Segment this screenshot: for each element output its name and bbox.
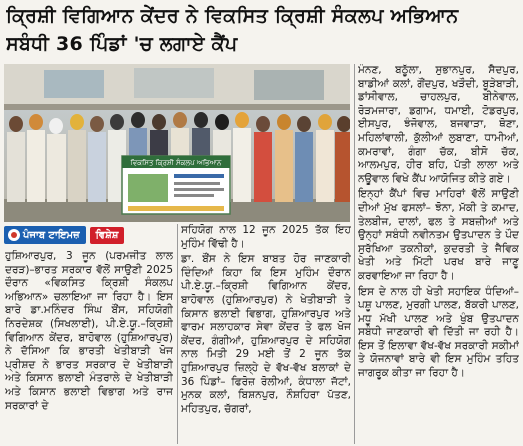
article-column-1 <box>5 250 173 444</box>
paragraph: ਹੁਸ਼ਿਆਰਪੁਰ, 3 ਜੂਨ (ਪਰਮਜੀਤ ਲਾਲ ਦਰੜ)–ਭਾਰਤ ਸਰਕਾਰ ਵੱਲੋਂ ਸਾਉਣੀ 2025 ਦੌਰਾਨ «ਵਿਕਸਿਤ ਕ੍ਰਿਸ਼ੀ ਸੰਕਲਪ ਅਭਿਆਨ» ਚਲਾਇਆ ਜਾ ਰਿਹਾ ਹੈ। ਇਸ ਬਾਰੇ ਡਾ.ਮਨਿੰਦਰ ਸਿੰਘ ਬੌਂਸ, ਸਹਿਯੋਗੀ ਨਿਰਦੇਸ਼ਕ (ਸਿਖਲਾਈ), ਪੀ.ਏ.ਯੂ.–ਕ੍ਰਿਸ਼ੀ ਵਿਗਿਆਨ ਕੇਂਦਰ, ਬਾਹੋਵਾਲ (ਹੁਸ਼ਿਆਰਪੁਰ) ਨੇ ਦੱਸਿਆ ਕਿ ਭਾਰਤੀ ਖੇਤੀਬਾੜੀ ਖੋਜ ਪ੍ਰੀਸ਼ਦ ਨੇ ਭਾਰਤ ਸਰਕਾਰ ਦੇ ਖੇਤੀਬਾੜੀ ਅਤੇ ਕਿਸਾਨ ਭਲਾਈ ਮੰਤਰਾਲੇ ਦੇ ਖੇਤੀਬਾੜੀ ਅਤੇ ਕਿਸਾਨ ਭਲਾਈ ਵਿਭਾਗ ਅਤੇ ਰਾਜ ਸਰਕਾਰਾਂ ਦੇ <box>5 250 173 412</box>
publication-brand <box>4 226 86 244</box>
event-photo-illustration <box>4 64 350 222</box>
article-column-2 <box>181 224 351 444</box>
column-divider <box>354 64 355 444</box>
headline-line-2: ਸਬੰਧੀ 36 ਪਿੰਡਾਂ 'ਚ ਲਗਾਏ ਕੈਂਪ <box>6 33 238 55</box>
column-divider <box>177 224 178 444</box>
paragraph: ਇਨ੍ਹਾਂ ਕੈਂਪਾਂ ਵਿਚ ਮਾਹਿਰਾਂ ਵੱਲੋਂ ਸਾਉਣੀ ਦੀਆਂ ਮੁੱਖ ਫਸਲਾਂ– ਝੋਨਾ, ਮੱਕੀ ਤੇ ਕਮਾਦ, ਤੇਲਬੀਜ, ਦਾਲਾਂ, ਫਲ ਤੇ ਸਬਜ਼ੀਆਂ ਅਤੇ ਉਨ੍ਹਾਂ ਸਬੰਧੀ ਨਵੀਨਤਮ ਉਤਪਾਦਨ ਤੇ ਪੌਦ ਸੁਰੱਖਿਆ ਤਕਨੀਕਾਂ, ਕੁਦਰਤੀ ਤੇ ਜੈਵਿਕ ਖੇਤੀ ਅਤੇ ਮਿੱਟੀ ਪਰਖ ਬਾਰੇ ਜਾਣੂ ਕਰਵਾਇਆ ਜਾ ਰਿਹਾ ਹੈ। <box>358 188 519 282</box>
headline <box>6 2 517 60</box>
brand-name: ਪੰਜਾਬ ਟਾਇਮਜ਼ <box>23 229 80 241</box>
brand-logo-icon <box>8 229 20 241</box>
event-photo <box>4 64 350 222</box>
banner-title: ਵਿਕਸਿਤ ਕ੍ਰਿਸ਼ੀ ਸੰਕਲਪ ਅਭਿਆਨ <box>130 159 222 167</box>
paragraph: ਇਸ ਦੇ ਨਾਲ ਹੀ ਖੇਤੀ ਸਹਾਇਕ ਧੰਦਿਆਂ– ਪਸ਼ੂ ਪਾਲਣ, ਮੁਰਗੀ ਪਾਲਣ, ਬੱਕਰੀ ਪਾਲਣ, ਮਧੂ ਮੱਖੀ ਪਾਲਣ ਅਤੇ ਖੁੰਬ ਉਤਪਾਦਨ ਸਬੰਧੀ ਜਾਣਕਾਰੀ ਵੀ ਦਿੱਤੀ ਜਾ ਰਹੀ ਹੈ। ਇਸ ਤੋਂ ਇਲਾਵਾ ਵੱਖ-ਵੱਖ ਸਰਕਾਰੀ ਸਕੀਮਾਂ ਤੇ ਯੋਜਨਾਵਾਂ ਬਾਰੇ ਵੀ ਇਸ ਮੁਹਿੰਮ ਤਹਿਤ ਜਾਗਰੂਕ ਕੀਤਾ ਜਾ ਰਿਹਾ ਹੈ। <box>358 285 519 380</box>
special-tag: ਵਿਸ਼ੇਸ਼ <box>90 227 125 244</box>
article-column-3 <box>358 64 519 444</box>
paragraph: ਡਾ. ਬੌਂਸ ਨੇ ਇਸ ਬਾਬਤ ਹੋਰ ਜਾਣਕਾਰੀ ਦਿੰਦਿਆਂ ਕਿਹਾ ਕਿ ਇਸ ਮੁਹਿੰਮ ਦੌਰਾਨ ਪੀ.ਏ.ਯੂ.–ਕ੍ਰਿਸ਼ੀ ਵਿਗਿਆਨ ਕੇਂਦਰ, ਬਾਹੋਵਾਲ (ਹੁਸ਼ਿਆਰਪੁਰ) ਨੇ ਖੇਤੀਬਾੜੀ ਤੇ ਕਿਸਾਨ ਭਲਾਈ ਵਿਭਾਗ, ਹੁਸ਼ਿਆਰਪੁਰ ਅਤੇ ਫਾਰਮ ਸਲਾਹਕਾਰ ਸੇਵਾ ਕੇਂਦਰ ਤੇ ਫਲ ਖੋਜ ਕੇਂਦਰ, ਗੰਗੀਆਂ, ਹੁਸ਼ਿਆਰਪੁਰ ਦੇ ਸਹਿਯੋਗ ਨਾਲ ਮਿਤੀ 29 ਮਈ ਤੋਂ 2 ਜੂਨ ਤੱਕ ਹੁਸ਼ਿਆਰਪੁਰ ਜ਼ਿਲ੍ਹੇ ਦੇ ਵੱਖ-ਵੱਖ ਬਲਾਕਾਂ ਦੇ 36 ਪਿੰਡਾਂ– ਫਿਰੋਜ਼ ਰੋਲੀਆਂ, ਕੰਧਾਲਾ ਜੱਟਾਂ, ਮੁਨਕ ਕਲਾਂ, ਬਿਸ਼ਨਪੁਰ, ਨੌਸ਼ਹਿਰਾ ਪੱਤਣ, ਮਹਿਤਪੁਰ, ਚੱਗਰਾਂ, <box>181 253 351 415</box>
headline-line-1: ਕ੍ਰਿਸ਼ੀ ਵਿਗਿਆਨ ਕੇਂਦਰ ਨੇ ਵਿਕਸਿਤ ਕ੍ਰਿਸ਼ੀ ਸੰਕਲਪ ਅਭਿਆਨ <box>6 5 459 27</box>
byline <box>4 224 174 246</box>
paragraph: ਮੰਨਣ, ਬਠੂੱਲਾ, ਸੁਭਾਨਪੁਰ, ਸੈਦਪੁਰ, ਬਾਡੀਆਂ ਕਲਾਂ, ਗੌਂਦਪੁਰ, ਖੜੌਦੀ, ਬੂੜੇਬਾੜੀ, ਡਾਂਸੀਵਾਲ, ਚਾਹਲਪੁਰ, ਬੀਨੇਵਾਲ, ਰੋੜਮਜਾਰਾ, ਡਗਾਮ, ਧਮਾਈ, ਟੋਡਰਪੁਰ, ਈਸਪੁਰ, ਝੰਜੋਵਾਲ, ਬਜਵਾੜਾ, ਥੋਣਾ, ਮਹਿਲਾਂਵਾਲੀ, ਕੁੱਲੀਆਂ ਲੁਬਾਣਾ, ਧਾਮੀਆਂ, ਕਮਰਾਵਾਂ, ਗੰਗਾ ਚੱਕ, ਬੀਸੋ ਚੱਕ, ਆਲਮਪੁਰ, ਹੀਰ ਬਹਿ, ਪੱਤੀ ਲਾਲਾ ਅਤੇ ਨਊਵਾਲ ਵਿਖੇ ਕੈਂਪ ਆਯੋਜਿਤ ਕੀਤੇ ਗਏ। <box>358 64 519 185</box>
paragraph: ਸਹਿਯੋਗ ਨਾਲ 12 ਜੂਨ 2025 ਤੱਕ ਇਹ ਮੁਹਿੰਮ ਵਿੱਢੀ ਹੈ। <box>181 224 351 250</box>
